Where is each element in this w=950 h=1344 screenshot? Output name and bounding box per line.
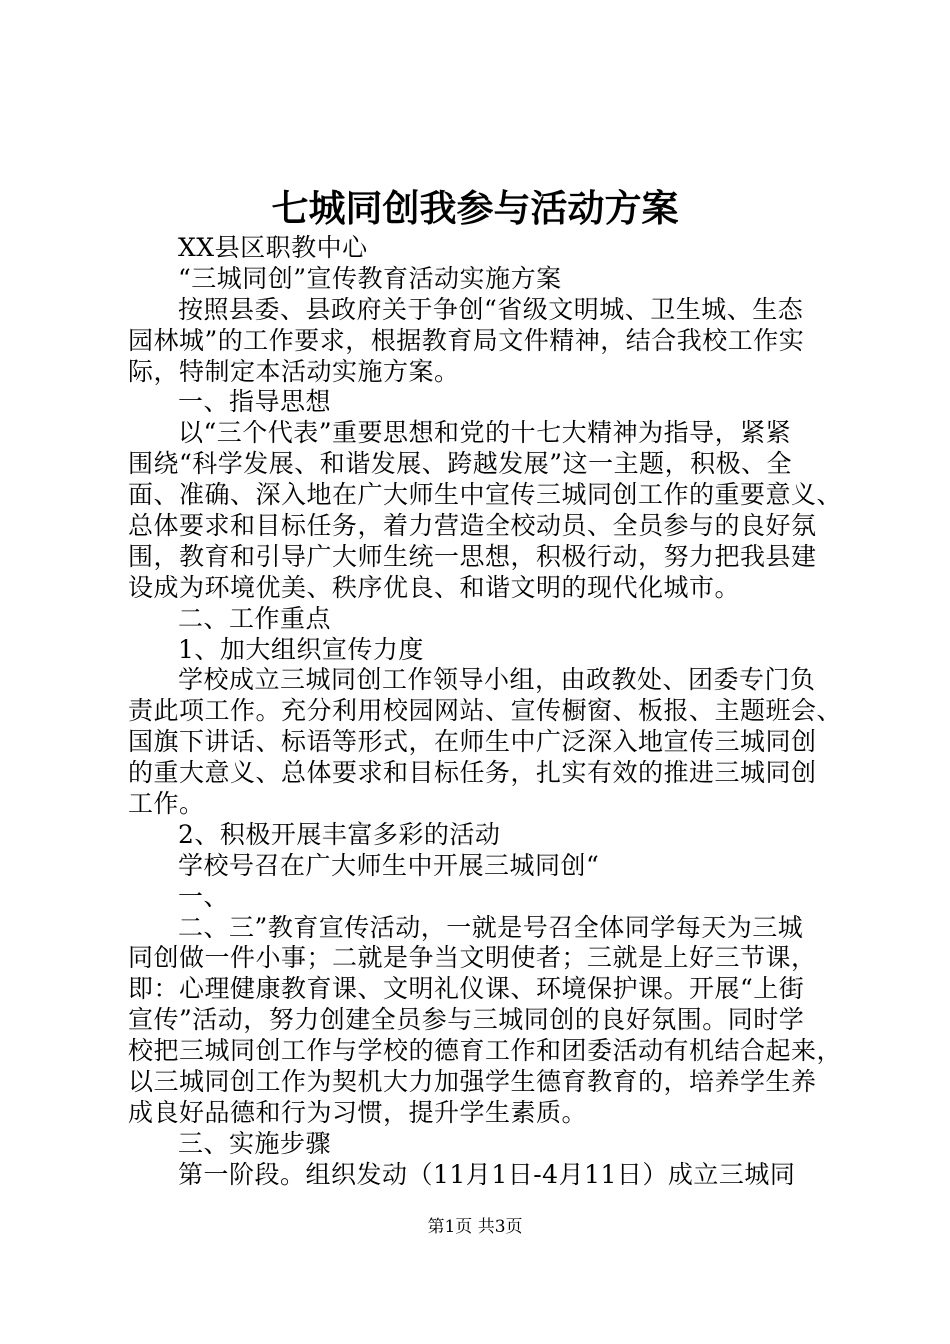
body-line: 一、 [178, 881, 230, 911]
body-line: 同创做一件小事；二就是争当文明使者；三就是上好三节课， [128, 943, 817, 973]
body-line: 2、积极开展丰富多彩的活动 [178, 819, 501, 849]
body-line: 以三城同创工作为契机大力加强学生德育教育的，培养学生养 [128, 1067, 817, 1097]
body-line: 三、实施步骤 [178, 1128, 332, 1158]
body-line: 二、三”教育宣传活动，一就是号召全体同学每天为三城 [178, 912, 804, 942]
body-line: 设成为环境优美、秩序优良、和谐文明的现代化城市。 [128, 572, 741, 602]
body-line: 际，特制定本活动实施方案。 [128, 356, 460, 386]
body-line: 总体要求和目标任务，着力营造全校动员、全员参与的良好氛 [128, 511, 817, 541]
body-line: 面、准确、深入地在广大师生中宣传三城同创工作的重要意义、 [128, 480, 843, 510]
body-line: 即：心理健康教育课、文明礼仪课、环境保护课。开展“上街 [128, 974, 805, 1004]
body-line: 校把三城同创工作与学校的德育工作和团委活动有机结合起来， [128, 1036, 843, 1066]
body-line: 二、工作重点 [178, 603, 332, 633]
body-line: 宣传”活动，努力创建全员参与三城同创的良好氛围。同时学 [128, 1005, 805, 1035]
body-line: 一、指导思想 [178, 387, 332, 417]
body-line: 学校号召在广大师生中开展三城同创“ [178, 850, 600, 880]
body-line: “三城同创”宣传教育活动实施方案 [178, 263, 562, 293]
document-body [128, 233, 843, 1191]
body-line: 的重大意义、总体要求和目标任务，扎实有效的推进三城同创 [128, 758, 817, 788]
body-line: 国旗下讲话、标语等形式，在师生中广泛深入地宣传三城同创 [128, 727, 817, 757]
body-line: XX县区职教中心 [178, 233, 368, 262]
page-footer: 第1页 共3页 [427, 1217, 523, 1237]
body-line: 园林城”的工作要求，根据教育局文件精神，结合我校工作实 [128, 325, 805, 355]
body-line: 工作。 [128, 789, 205, 819]
body-line: 第一阶段。组织发动（11月1日-4月11日）成立三城同 [178, 1159, 796, 1189]
body-line: 责此项工作。充分利用校园网站、宣传橱窗、板报、主题班会、 [128, 696, 843, 726]
body-line: 以“三个代表”重要思想和党的十七大精神为指导，紧紧 [178, 418, 792, 448]
document-title: 七城同创我参与活动方案 [271, 186, 679, 230]
body-line: 按照县委、县政府关于争创“省级文明城、卫生城、生态 [178, 294, 804, 324]
body-line: 围，教育和引导广大师生统一思想，积极行动，努力把我县建 [128, 541, 817, 571]
body-line: 学校成立三城同创工作领导小组，由政教处、团委专门负 [178, 665, 816, 695]
body-line: 1、加大组织宣传力度 [178, 634, 424, 664]
body-line: 围绕“科学发展、和谐发展、跨越发展”这一主题，积极、全 [128, 449, 793, 479]
body-line: 成良好品德和行为习惯，提升学生素质。 [128, 1097, 588, 1127]
